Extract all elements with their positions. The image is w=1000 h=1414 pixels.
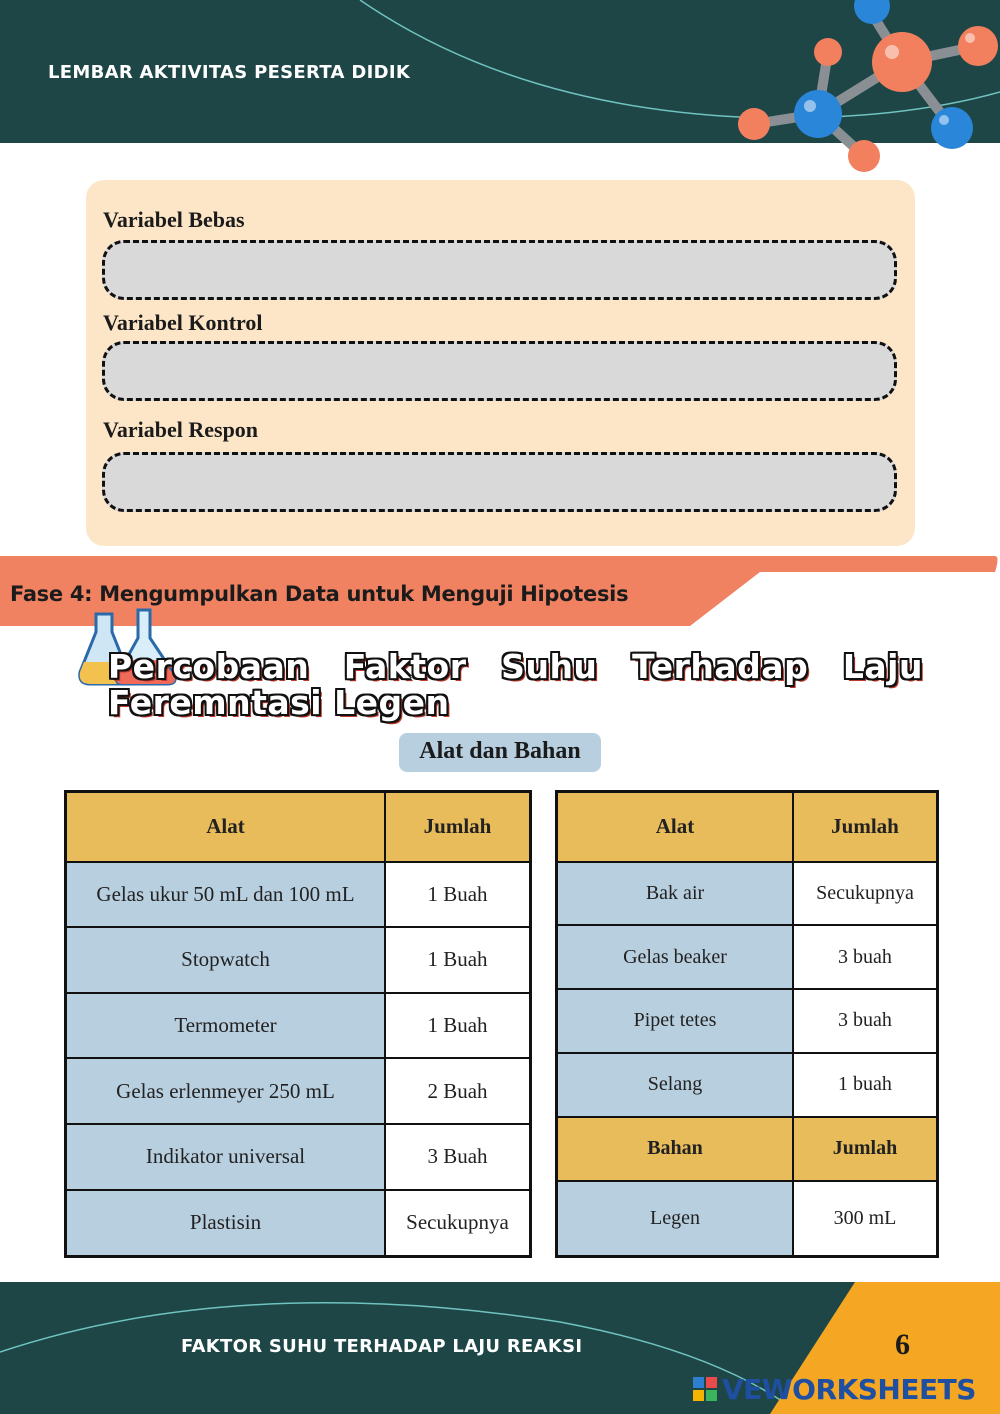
- header-title: LEMBAR AKTIVITAS PESERTA DIDIK: [48, 62, 411, 83]
- jumlah-cell: 300 mL: [793, 1181, 938, 1257]
- phase-title: Fase 4: Mengumpulkan Data untuk Menguji Hipotesis: [10, 582, 629, 606]
- column-header-jumlah: Jumlah: [793, 1117, 938, 1181]
- alat-cell: Stopwatch: [66, 927, 386, 993]
- alat-cell: Selang: [557, 1053, 794, 1117]
- alat-cell: Gelas erlenmeyer 250 mL: [66, 1058, 386, 1124]
- footer-title: FAKTOR SUHU TERHADAP LAJU REAKSI: [181, 1336, 583, 1357]
- variabel-respon-input[interactable]: [102, 452, 897, 512]
- jumlah-cell: 3 buah: [793, 989, 938, 1053]
- table-row: [557, 989, 938, 1053]
- jumlah-cell: 1 Buah: [385, 993, 531, 1059]
- alat-cell: Bak air: [557, 862, 794, 926]
- table-row: [66, 1058, 531, 1124]
- alat-cell: Termometer: [66, 993, 386, 1059]
- alat-cell: Gelas ukur 50 mL dan 100 mL: [66, 862, 386, 928]
- bahan-cell: Legen: [557, 1181, 794, 1257]
- jumlah-cell: Secukupnya: [385, 1190, 531, 1257]
- alat-table-left: [64, 790, 532, 1258]
- table-row: [557, 1117, 938, 1181]
- table-row: [557, 925, 938, 989]
- column-header-alat: Alat: [66, 792, 386, 862]
- column-header-bahan: Bahan: [557, 1117, 794, 1181]
- jumlah-cell: Secukupnya: [793, 862, 938, 926]
- page-number: 6: [895, 1328, 910, 1361]
- variabel-kontrol-input[interactable]: [102, 341, 897, 401]
- variabel-bebas-input[interactable]: [102, 240, 897, 300]
- table-row: [557, 1053, 938, 1117]
- table-row: [557, 862, 938, 926]
- section-title: Alat dan Bahan: [399, 733, 601, 772]
- experiment-title: Percobaan Faktor Suhu Terhadap Laju Feremntasi Legen: [108, 647, 923, 722]
- jumlah-cell: 1 Buah: [385, 862, 531, 928]
- alat-bahan-table-right: [555, 790, 939, 1258]
- column-header-jumlah: Jumlah: [385, 792, 531, 862]
- alat-cell: Plastisin: [66, 1190, 386, 1257]
- liveworksheets-logo-icon: [693, 1377, 717, 1401]
- molecule-icon: [720, 0, 1000, 180]
- column-header-jumlah: Jumlah: [793, 792, 938, 862]
- table-row: [557, 1181, 938, 1257]
- table-row: [66, 1190, 531, 1257]
- jumlah-cell: 3 buah: [793, 925, 938, 989]
- alat-cell: Pipet tetes: [557, 989, 794, 1053]
- table-row: [66, 1124, 531, 1190]
- liveworksheets-brand[interactable]: VEWORKSHEETS: [722, 1373, 976, 1406]
- table-row: [66, 862, 531, 928]
- alat-cell: Indikator universal: [66, 1124, 386, 1190]
- jumlah-cell: 1 buah: [793, 1053, 938, 1117]
- alat-cell: Gelas beaker: [557, 925, 794, 989]
- variabel-kontrol-label: Variabel Kontrol: [103, 310, 263, 335]
- table-row: [66, 993, 531, 1059]
- column-header-alat: Alat: [557, 792, 794, 862]
- variabel-respon-label: Variabel Respon: [103, 417, 259, 442]
- variabel-bebas-label: Variabel Bebas: [103, 207, 245, 232]
- jumlah-cell: 2 Buah: [385, 1058, 531, 1124]
- table-row: [66, 927, 531, 993]
- jumlah-cell: 1 Buah: [385, 927, 531, 993]
- jumlah-cell: 3 Buah: [385, 1124, 531, 1190]
